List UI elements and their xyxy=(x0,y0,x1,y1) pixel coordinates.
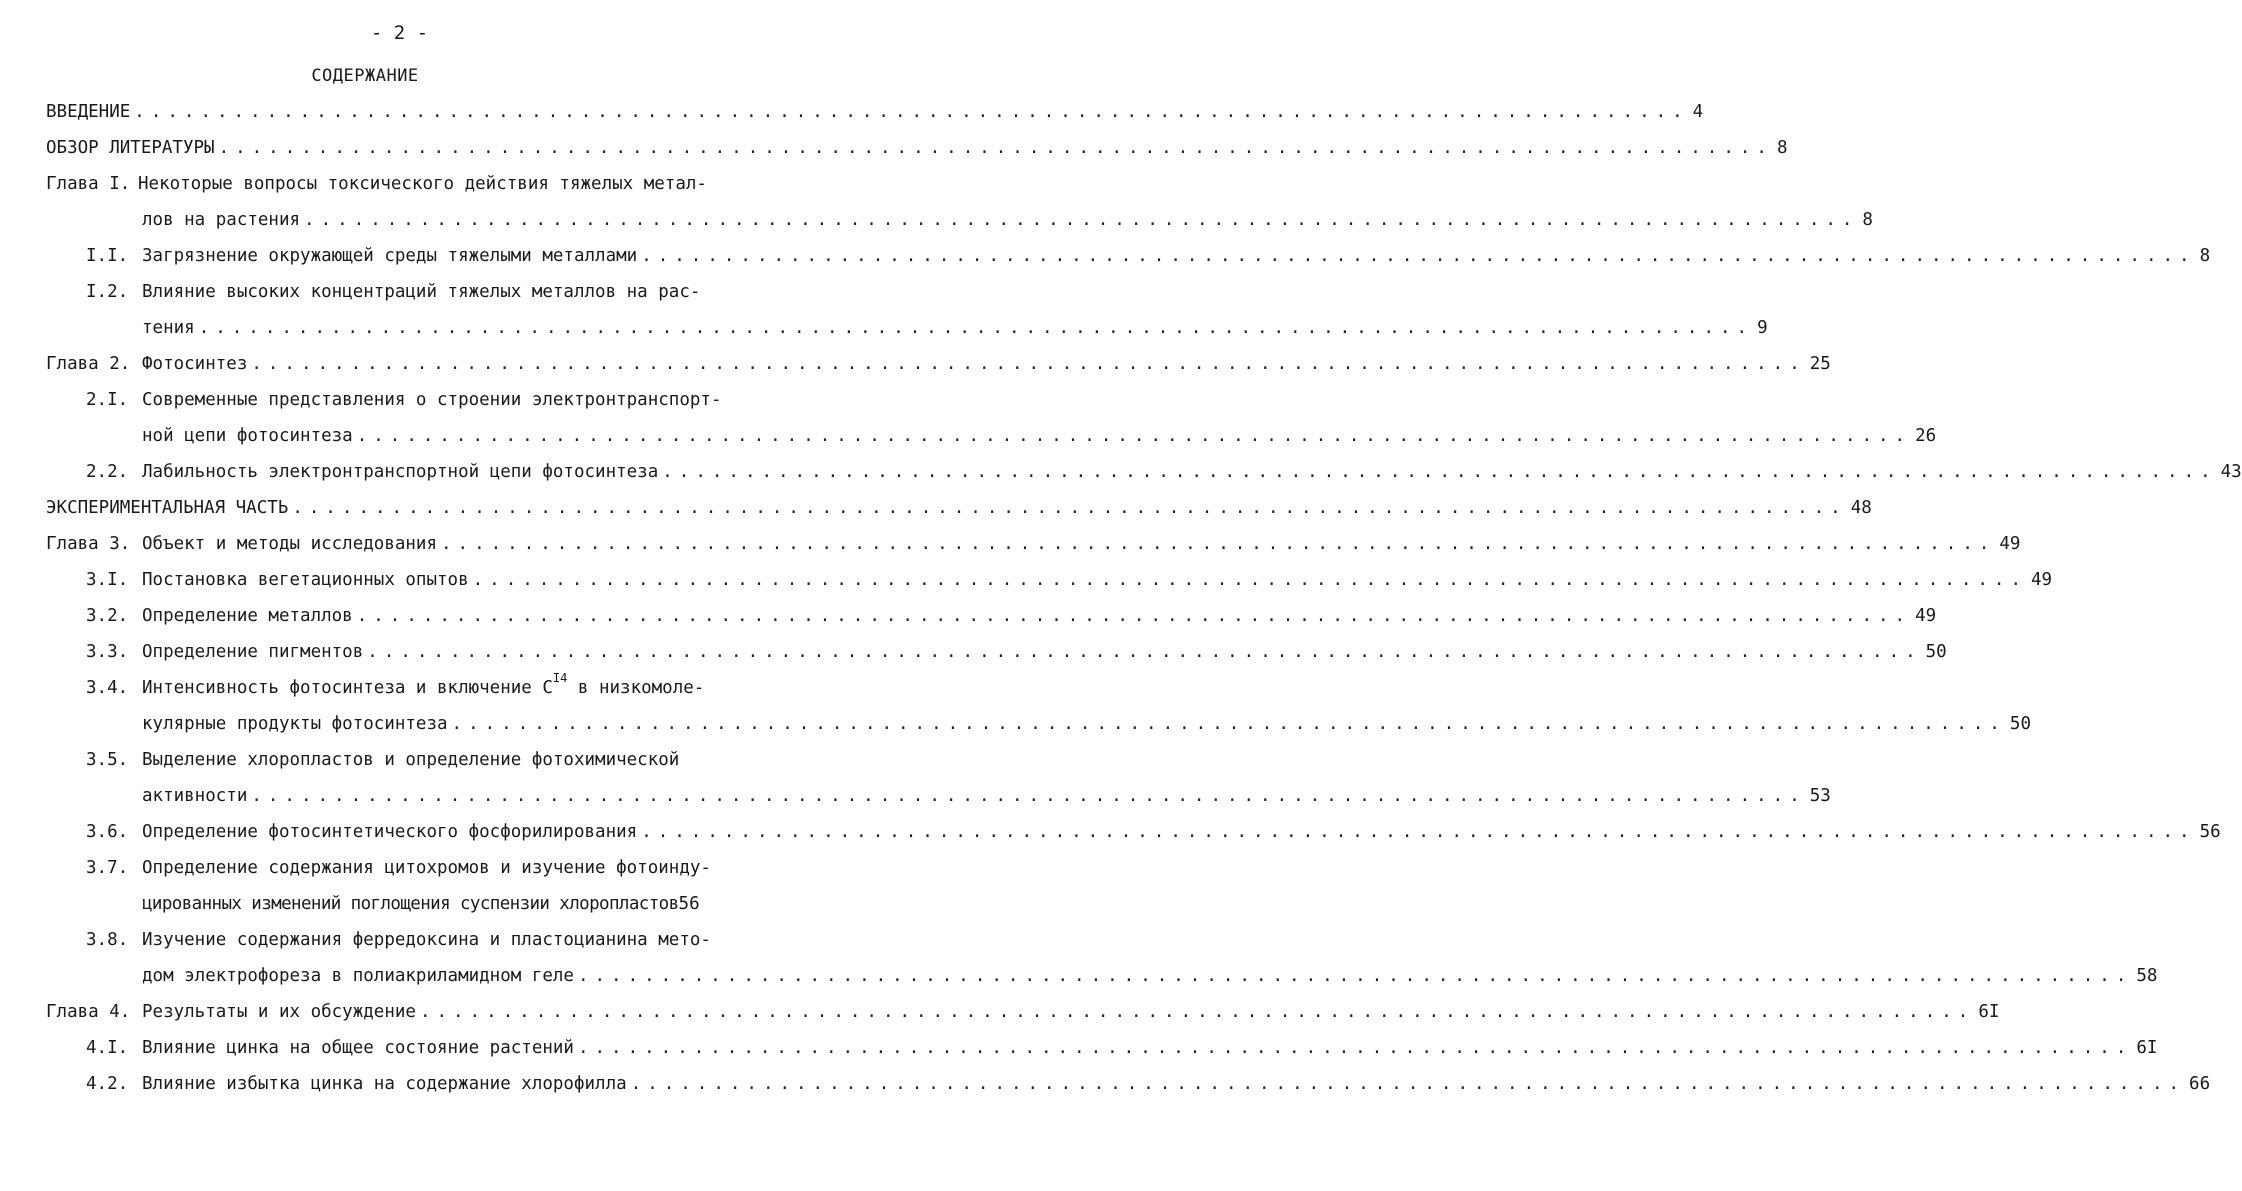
toc-entry-4-1[interactable]: 4.I. Влияние цинка на общее состояние растений .............................................................................................. 6I xyxy=(86,1038,2158,1058)
toc-entry-4-2[interactable]: 4.2. Влияние избытка цинка на содержание хлорофилла .............................................................................................. 66 xyxy=(86,1074,2211,1094)
toc-entry-3-5-cont: активности .............................................................................................. 53 xyxy=(142,786,1831,806)
toc-entry-3-8-cont: дом электрофореза в полиакриламидном геле .............................................................................................. 58 xyxy=(142,966,2158,986)
toc-entry-literature-review[interactable]: ОБЗОР ЛИТЕРАТУРЫ .............................................................................................. 8 xyxy=(46,138,1788,158)
toc-entry-3-1[interactable]: 3.I. Постановка вегетационных опытов .............................................................................................. 49 xyxy=(86,570,2053,590)
toc-entry-1-2[interactable]: I.2. Влияние высоких концентраций тяжелых металлов на рас- xyxy=(86,282,701,302)
toc-entry-3-8[interactable]: 3.8. Изучение содержания ферредоксина и пластоцианина мето- xyxy=(86,930,711,950)
toc-entry-chapter-1-cont: лов на растения .............................................................................................. 8 xyxy=(142,210,1873,230)
toc-entry-3-4-text: Интенсивность фотосинтеза и включение $C^{I4}$ в низкомоле- xyxy=(142,671,705,698)
toc-entry-3-6[interactable]: 3.6. Определение фотосинтетического фосфорилирования .............................................................................................. 56 xyxy=(86,822,2221,842)
toc-entry-3-5[interactable]: 3.5. Выделение хлоропластов и определение фотохимической xyxy=(86,750,680,770)
toc-entry-1-2-cont: тения .............................................................................................. 9 xyxy=(142,318,1768,338)
toc-entry-3-2[interactable]: 3.2. Определение металлов .............................................................................................. 49 xyxy=(86,606,1937,626)
toc-entry-2-2[interactable]: 2.2. Лабильность электронтранспортной цепи фотосинтеза .............................................................................................. 43 xyxy=(86,462,2242,482)
page-number: - 2 - xyxy=(370,22,429,44)
toc-entry-3-3[interactable]: 3.3. Определение пигментов .............................................................................................. 50 xyxy=(86,642,1947,662)
toc-entry-3-4-cont: кулярные продукты фотосинтеза .............................................................................................. 50 xyxy=(142,714,2031,734)
toc-entry-3-4[interactable]: 3.4. Интенсивность фотосинтеза и включение $C^{I4}$ в низкомоле- xyxy=(86,670,742,706)
toc-entry-2-1[interactable]: 2.I. Современные представления о строении электронтранспорт- xyxy=(86,390,722,410)
toc-entry-chapter-1[interactable]: Глава I. Некоторые вопросы токсического действия тяжелых метал- xyxy=(46,174,707,194)
toc-entry-3-7-cont: цированных изменений поглощения суспензии хлоропластов 56 xyxy=(142,894,700,914)
toc-entry-chapter-4[interactable]: Глава 4. Результаты и их обсуждение .............................................................................................. 6I xyxy=(46,1002,2000,1022)
toc-heading: СОДЕРЖАНИЕ xyxy=(311,66,419,86)
toc-entry-2-1-cont: ной цепи фотосинтеза .............................................................................................. 26 xyxy=(142,426,1937,446)
toc-entry-chapter-2[interactable]: Глава 2. Фотосинтез .............................................................................................. 25 xyxy=(46,354,1831,374)
toc-entry-chapter-3[interactable]: Глава 3. Объект и методы исследования .............................................................................................. 49 xyxy=(46,534,2021,554)
toc-entry-introduction[interactable]: ВВЕДЕНИЕ .............................................................................................. 4 xyxy=(46,102,1704,122)
isotope-superscript: I4 xyxy=(552,671,568,685)
toc-entry-1-1[interactable]: I.I. Загрязнение окружающей среды тяжелыми металлами .............................................................................................. 8 xyxy=(86,246,2211,266)
toc-entry-experimental-part[interactable]: ЭКСПЕРИМЕНТАЛЬНАЯ ЧАСТЬ .............................................................................................. 48 xyxy=(46,498,1872,518)
toc-entry-3-7[interactable]: 3.7. Определение содержания цитохромов и изучение фотоинду- xyxy=(86,858,711,878)
